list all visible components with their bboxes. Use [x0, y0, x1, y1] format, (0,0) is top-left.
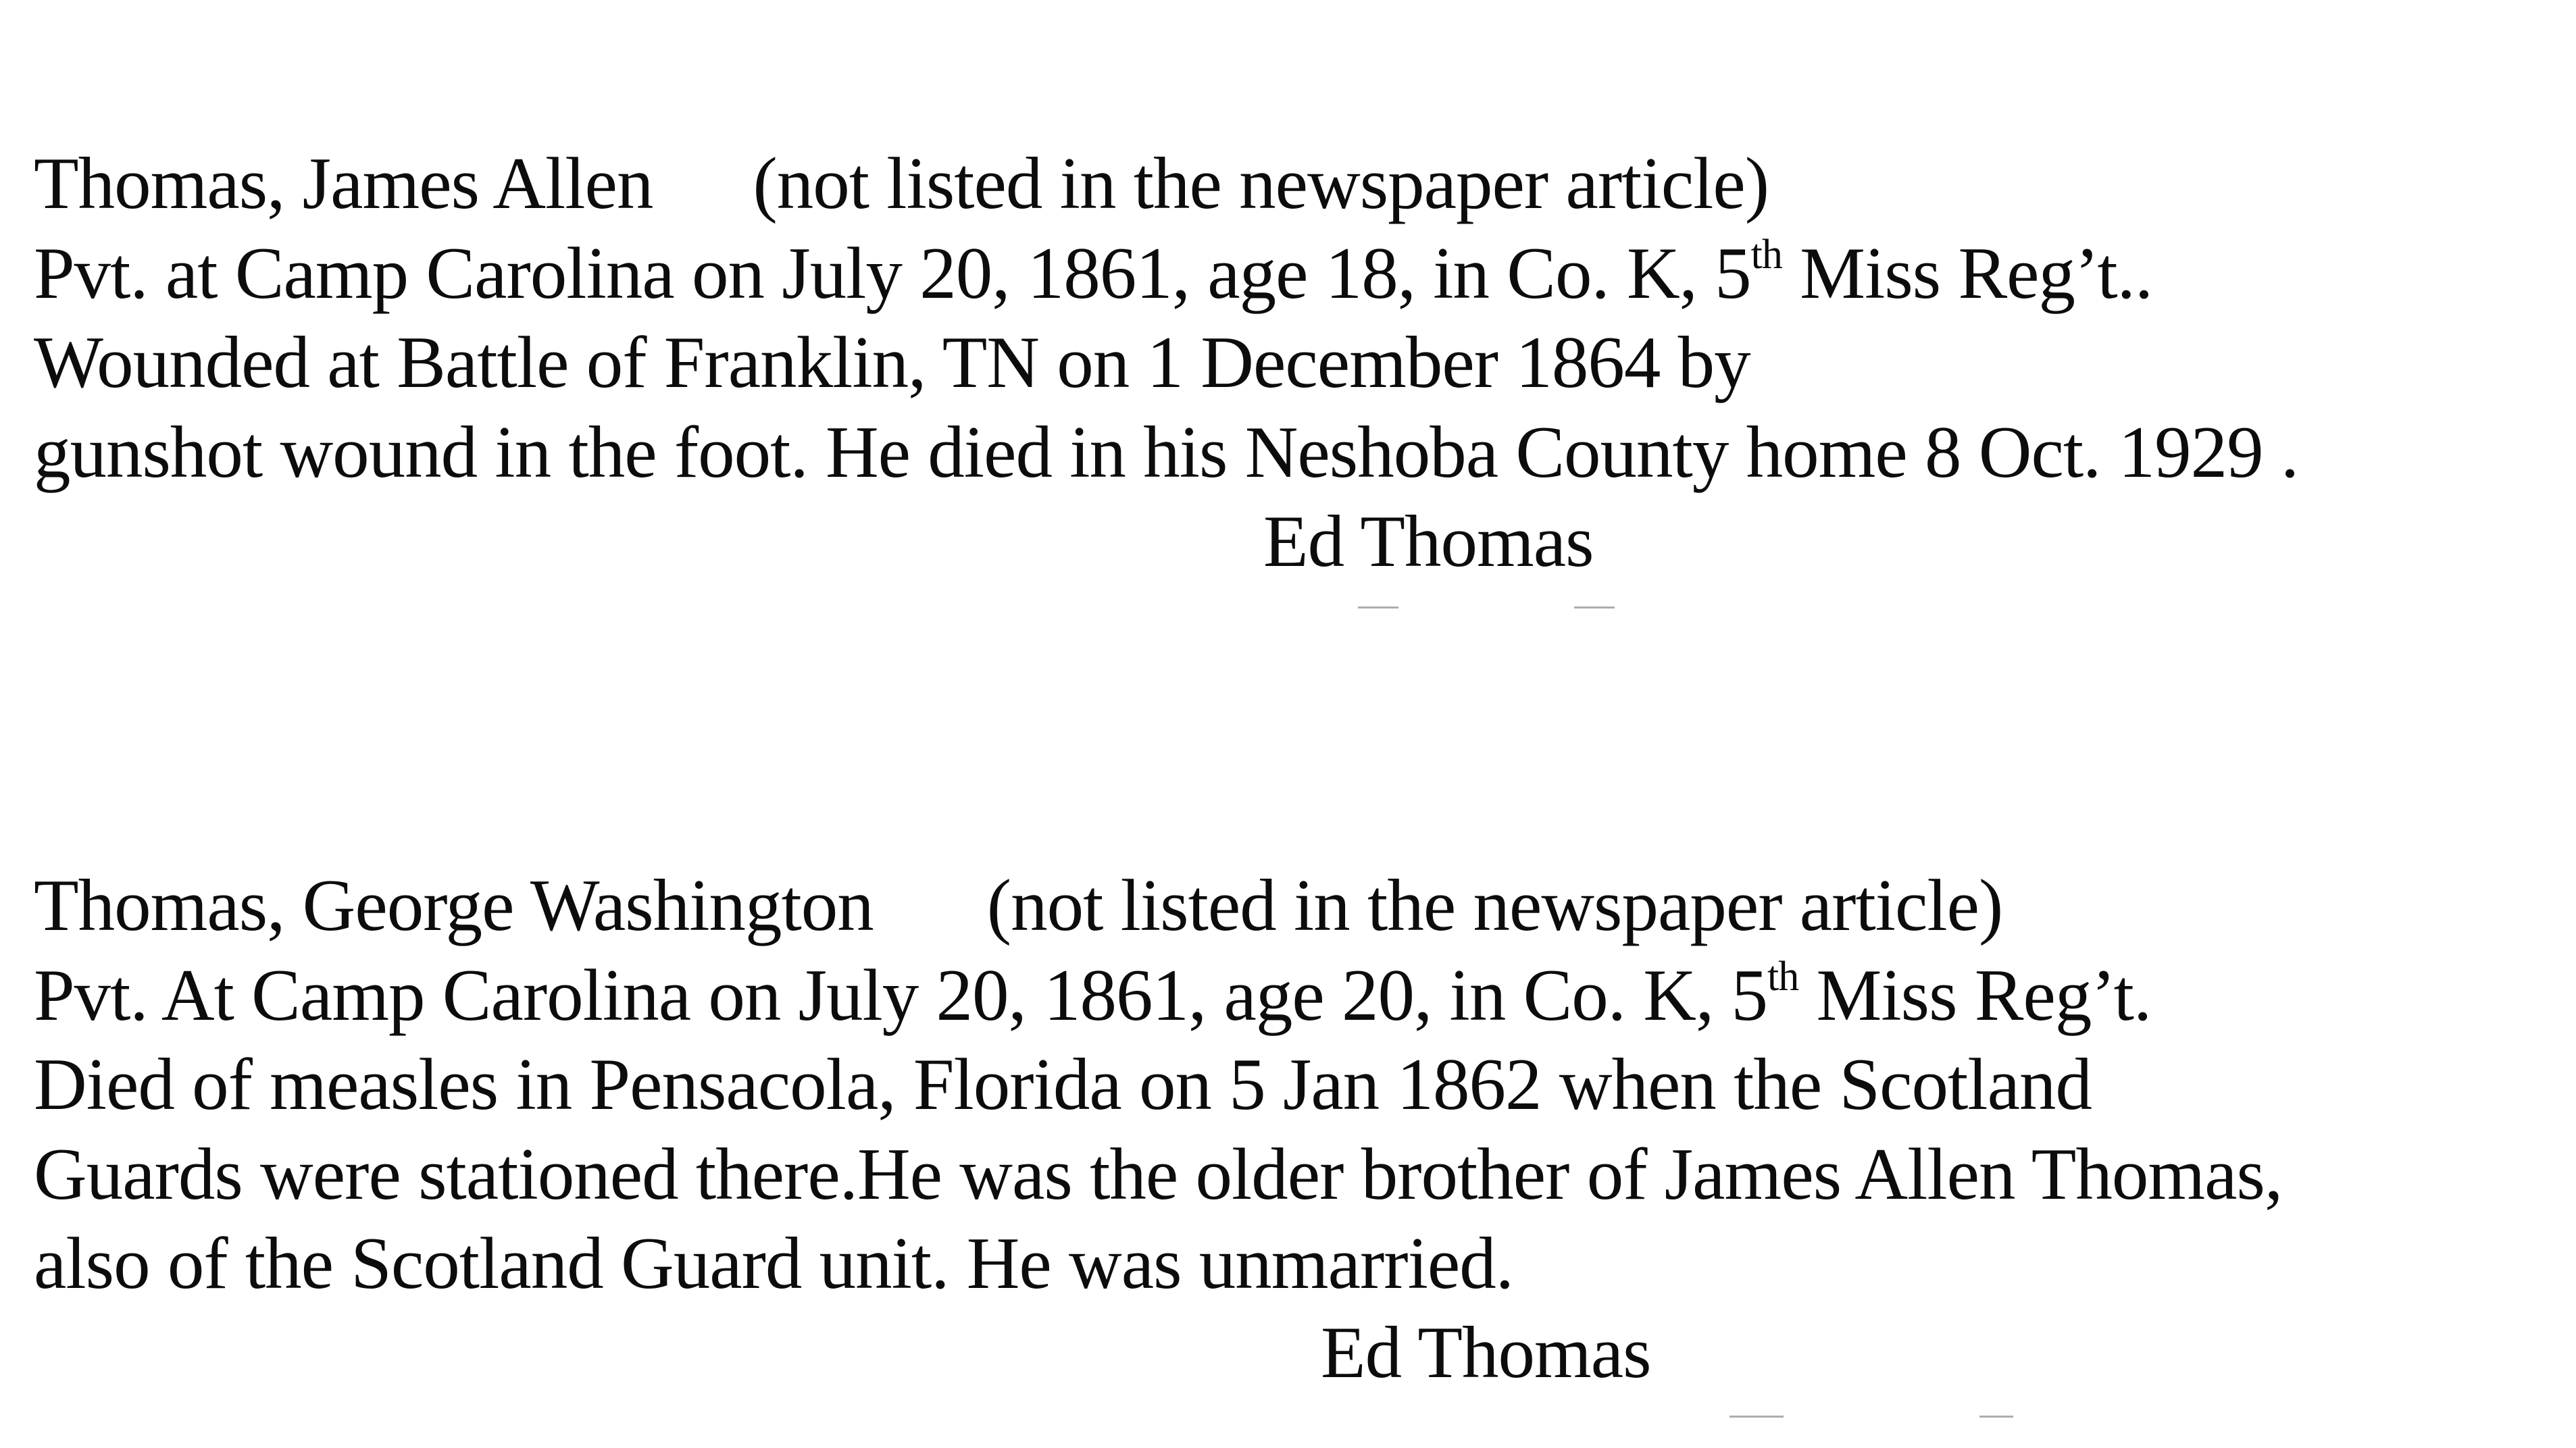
scan-mark: [1729, 1416, 1784, 1418]
entry-heading: [34, 861, 2560, 951]
signature-name: Ed Thomas: [1263, 500, 1594, 582]
soldier-name: Thomas, James Allen: [34, 143, 653, 224]
soldier-entry: [34, 139, 2560, 582]
signature-name: Ed Thomas: [1321, 1312, 1651, 1393]
entry-note: (not listed in the newspaper article): [986, 864, 2003, 946]
detail-line: Died of measles in Pensacola, Florida on 5 Jan 1862 when the Scotland: [34, 1043, 2092, 1125]
detail-line: also of the Scotland Guard unit. He was unmarried.: [34, 1222, 1513, 1304]
entry-heading: [34, 139, 2560, 229]
service-line: Pvt. At Camp Carolina on July 20, 1861, age 20, in Co. K, 5th Miss Reg’t.: [34, 954, 2152, 1036]
detail-line: Wounded at Battle of Franklin, TN on 1 December 1864 by: [34, 321, 1750, 403]
scan-mark: [1979, 1416, 2013, 1418]
scan-mark: [1358, 606, 1398, 609]
scan-mark: [1574, 606, 1615, 609]
soldier-entry: [34, 861, 2560, 1393]
entry-note: (not listed in the newspaper article): [753, 143, 1769, 224]
service-line: Pvt. at Camp Carolina on July 20, 1861, age 18, in Co. K, 5th Miss Reg’t..: [34, 232, 2153, 314]
detail-line: Guards were stationed there.He was the older brother of James Allen Thomas,: [34, 1133, 2283, 1215]
detail-line: gunshot wound in the foot. He died in his Neshoba County home 8 Oct. 1929 .: [34, 411, 2299, 493]
soldier-name: Thomas, George Washington: [34, 864, 874, 946]
